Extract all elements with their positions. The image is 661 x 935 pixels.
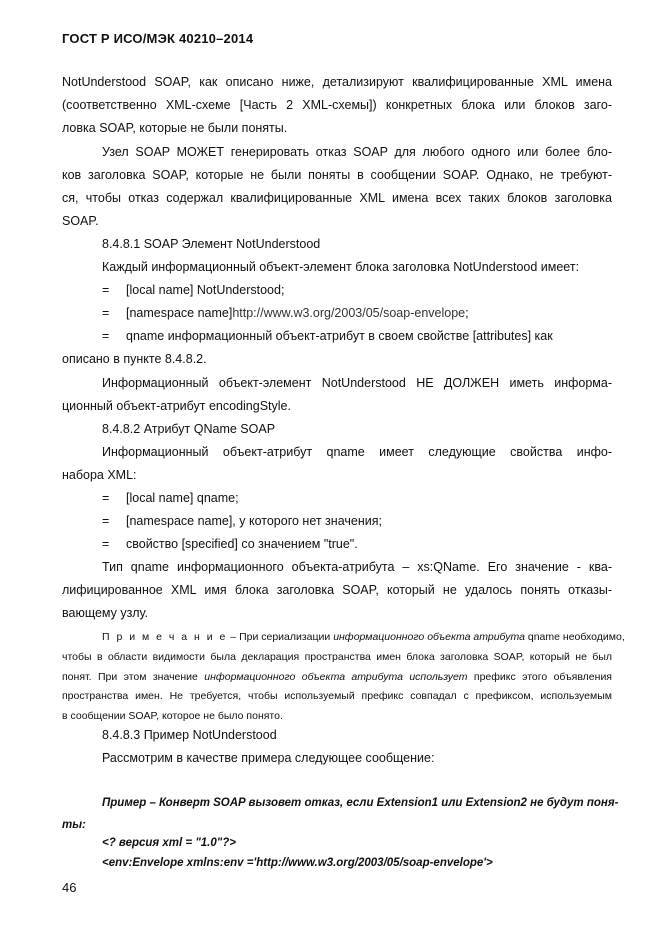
list-item-text: qname информационный объект-атрибут в своем свойстве [attributes] как — [126, 329, 553, 343]
paragraph-line: (соответственно XML-схеме [Часть 2 XML-схемы]) конкретных блока или блоков заго- — [62, 98, 612, 112]
paragraph-line: SOAP. — [62, 214, 99, 228]
list-item-text — [126, 306, 469, 321]
paragraph-line: NotUnderstood SOAP, как описано ниже, детализируют квалифицированные XML имена — [62, 75, 612, 89]
list-item-text: свойство [specified] со значением "true". — [126, 537, 358, 551]
paragraph-line: набора XML: — [62, 468, 137, 482]
list-dash: = — [102, 329, 110, 343]
page-number: 46 — [62, 880, 77, 895]
paragraph-line: описано в пункте 8.4.8.2. — [62, 352, 207, 366]
paragraph-line: ловка SOAP, которые не были поняты. — [62, 121, 288, 135]
list-dash: = — [102, 491, 110, 505]
section-heading-8-4-8-1: 8.4.8.1 SOAP Элемент NotUnderstood — [102, 237, 321, 251]
section-heading-8-4-8-2: 8.4.8.2 Атрибут QName SOAP — [102, 422, 276, 436]
paragraph-line: Информационный объект-элемент NotUnderstood НЕ ДОЛЖЕН иметь информа- — [102, 376, 612, 390]
example-code-line: <env:Envelope xmlns:env ='http://www.w3.org/2003/05/soap-envelope'> — [102, 857, 493, 869]
list-item-text: [local name] qname; — [126, 491, 239, 505]
note-text: – При сериализации — [227, 631, 334, 643]
note-line — [62, 670, 612, 685]
note-line — [102, 630, 625, 645]
list-dash: = — [102, 514, 110, 528]
paragraph-line: вающему узлу. — [62, 606, 148, 620]
namespace-url: http://www.w3.org/2003/05/soap-envelope — [232, 306, 466, 320]
list-dash: = — [102, 537, 110, 551]
note-text: qname необходимо, — [524, 631, 625, 643]
paragraph-line: Каждый информационный объект-элемент блока заголовка NotUnderstood имеет: — [102, 260, 580, 274]
paragraph-line: Тип qname информационного объекта-атрибута – xs:QName. Его значение - ква- — [102, 560, 612, 574]
paragraph-line: ционный объект-атрибут encodingStyle. — [62, 399, 291, 413]
paragraph-line: Узел SOAP МОЖЕТ генерировать отказ SOAP для любого одного или более бло- — [102, 145, 612, 159]
note-text: понят. При этом значение — [62, 671, 205, 683]
list-dash: = — [102, 306, 110, 320]
list-dash: = — [102, 283, 110, 297]
list-item-text: [namespace name], у которого нет значения; — [126, 514, 382, 528]
document-header: ГОСТ Р ИСО/МЭК 40210–2014 — [62, 31, 254, 46]
paragraph-line: ков заголовка SOAP, которые не были поняты в сообщении SOAP. Однако, не требуют- — [62, 168, 612, 182]
example-line: ты: — [62, 819, 86, 831]
note-text: префикс этого объявления — [467, 671, 612, 683]
note-line: пространства имен. Не требуется, чтобы используемый префикс совпадал с префиксом, используемым — [62, 690, 612, 702]
paragraph-line: ся, чтобы отказ содержал квалифицированные XML имена всех таких блоков заголовка — [62, 191, 612, 205]
punctuation: ; — [465, 306, 469, 320]
note-line: чтобы в области видимости была декларация пространства имен блока заголовка SOAP, который не был — [62, 651, 612, 663]
note-italic-text: информационного объекта атрибута — [333, 631, 525, 643]
example-code-line: <? версия xml = "1.0"?> — [102, 837, 236, 849]
paragraph-line: Рассмотрим в качестве примера следующее сообщение: — [102, 751, 435, 765]
note-italic-text: информационного объекта атрибута использует — [204, 671, 468, 683]
namespace-label: [namespace name] — [126, 306, 233, 320]
list-item-text: [local name] NotUnderstood; — [126, 283, 285, 297]
example-line: Пример – Конверт SOAP вызовет отказ, если Extension1 или Extension2 не будут поня- — [102, 797, 619, 809]
section-heading-8-4-8-3: 8.4.8.3 Пример NotUnderstood — [102, 728, 277, 742]
paragraph-line: Информационный объект-атрибут qname имеет следующие свойства инфо- — [102, 445, 612, 459]
note-label: П р и м е ч а н и е — [102, 631, 228, 643]
paragraph-line: лифицированное XML имя блока заголовка SOAP, который не удалось понять отказы- — [62, 583, 612, 597]
note-line: в сообщении SOAP, которое не было понято. — [62, 710, 283, 722]
